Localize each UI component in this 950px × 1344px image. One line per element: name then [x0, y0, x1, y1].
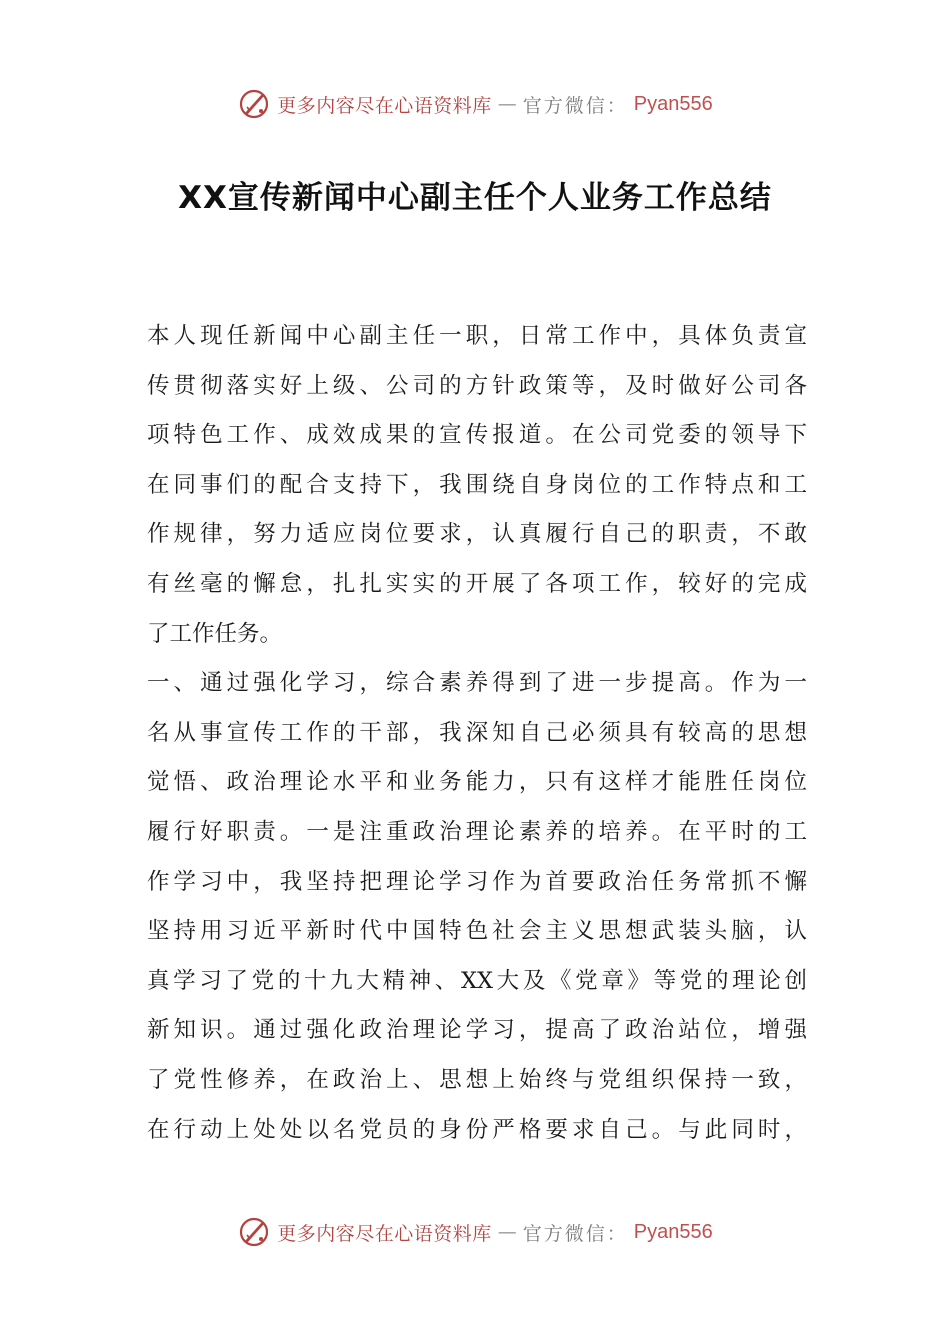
header-watermark-banner — [0, 84, 950, 124]
body-line: 了工作任务。 — [147, 620, 283, 647]
banner-wechat-account: Pyan556 — [633, 1220, 713, 1243]
banner-separator: — — [497, 1221, 517, 1243]
body-line: 新知识。通过强化政治理论学习，提高了政治站位，增强 — [147, 1017, 807, 1044]
footer-watermark-banner — [0, 1212, 950, 1252]
body-line: 在行动上处处以名党员的身份严格要求自己。与此同时， — [147, 1116, 807, 1143]
body-line: 履行好职责。一是注重政治理论素养的培养。在平时的工 — [147, 818, 807, 845]
body-line: 名从事宣传工作的干部，我深知自己必须具有较高的思想 — [147, 719, 807, 746]
banner-wechat-account: Pyan556 — [633, 92, 713, 115]
banner-separator: — — [497, 93, 517, 115]
body-line: 了党性修养，在政治上、思想上始终与党组织保持一致， — [147, 1066, 807, 1093]
body-line: 项特色工作、成效成果的宣传报道。在公司党委的领导下 — [147, 422, 807, 449]
banner-slogan: 更多内容尽在心语资料库 — [277, 94, 492, 117]
body-line: 一、通过强化学习，综合素养得到了进一步提高。作为一 — [147, 670, 807, 697]
banner-wechat-label: 官方微信： — [522, 94, 628, 117]
document-body — [147, 312, 807, 1155]
banner-slogan: 更多内容尽在心语资料库 — [277, 1222, 492, 1245]
body-line: 有丝毫的懈怠，扎扎实实的开展了各项工作，较好的完成 — [147, 570, 807, 597]
body-line: 觉悟、政治理论水平和业务能力，只有这样才能胜任岗位 — [147, 769, 807, 796]
document-title: XX宣传新闻中心副主任个人业务工作总结 — [178, 180, 772, 216]
body-line: 传贯彻落实好上级、公司的方针政策等，及时做好公司各 — [147, 372, 807, 399]
body-line: 作学习中，我坚持把理论学习作为首要政治任务常抓不懈 — [147, 868, 807, 895]
body-line: 作规律，努力适应岗位要求，认真履行自己的职责，不敢 — [147, 521, 807, 548]
body-line: 在同事们的配合支持下，我围绕自身岗位的工作特点和工 — [147, 471, 807, 498]
body-line: 真学习了党的十九大精神、XX大及《党章》等党的理论创 — [147, 967, 807, 994]
banner-wechat-label: 官方微信： — [522, 1222, 628, 1245]
quill-pen-logo-icon — [237, 87, 271, 121]
quill-pen-logo-icon — [237, 1215, 271, 1249]
body-line: 本人现任新闻中心副主任一职，日常工作中，具体负责宣 — [147, 323, 807, 349]
body-line: 坚持用习近平新时代中国特色社会主义思想武装头脑，认 — [147, 918, 807, 945]
